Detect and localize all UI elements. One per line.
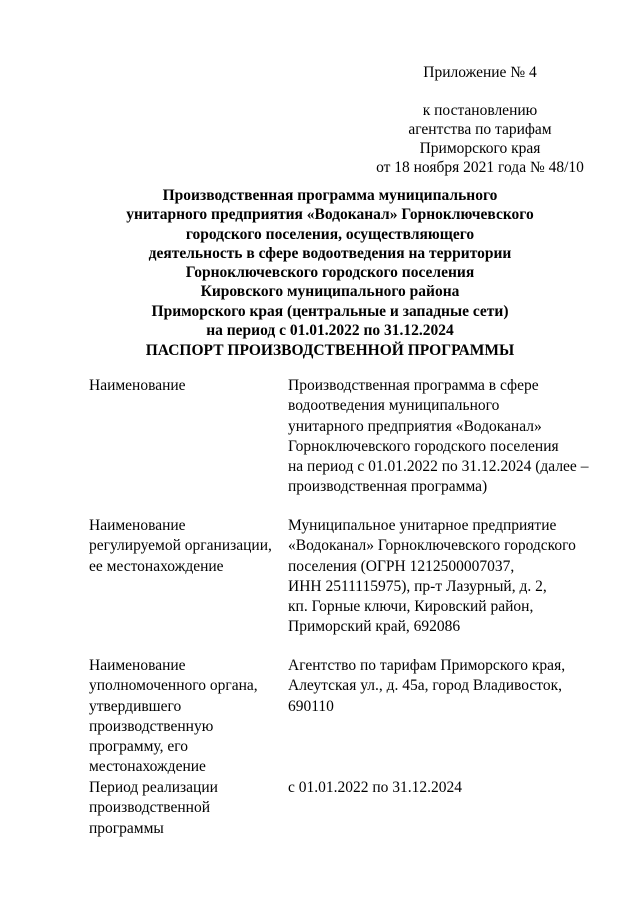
- value-line: кп. Горные ключи, Кировский район,: [288, 598, 534, 616]
- value-line: Приморский край, 692086: [288, 618, 461, 636]
- row-name-value: [288, 376, 588, 498]
- title-line: Производственная программа муниципального: [162, 187, 498, 204]
- title-line: деятельность в сфере водоотведения на территории: [148, 244, 512, 262]
- value-line: Горноключевского городского поселения: [288, 437, 559, 455]
- label-line: уполномоченного органа,: [89, 677, 258, 695]
- label-line: утвердившего: [89, 697, 182, 715]
- value-line: Производственная программа в сфере: [288, 377, 539, 394]
- value-line: унитарного предприятия «Водоканал»: [288, 417, 542, 435]
- row-organization-label: [89, 516, 279, 577]
- label-line: производственную: [89, 717, 214, 735]
- row-authority-label: [89, 656, 279, 778]
- title-line: городского поселения, осуществляющего: [185, 225, 475, 243]
- label-line: программы: [89, 819, 164, 837]
- value-line: производственная программа): [288, 478, 488, 496]
- appendix-line: к постановлению: [422, 102, 538, 119]
- row-organization-value: [288, 516, 588, 638]
- title-line: на период с 01.01.2022 по 31.12.2024: [206, 322, 454, 340]
- row-period-label: [89, 778, 279, 839]
- row-period-value: [288, 778, 588, 798]
- row-authority-value: [288, 656, 588, 717]
- value-line: водоотведения муниципального: [288, 397, 500, 415]
- title-line: унитарного предприятия «Водоканал» Горноключевского: [126, 206, 534, 224]
- appendix-line: от 18 ноября 2021 года № 48/10: [376, 159, 584, 176]
- value-line: ИНН 2511115975), пр-т Лазурный, д. 2,: [288, 577, 547, 595]
- value-line: с 01.01.2022 по 31.12.2024: [288, 779, 463, 796]
- label-line: регулируемой организации,: [89, 537, 272, 555]
- value-line: Агентство по тарифам Приморского края,: [288, 657, 566, 674]
- title-line: Горноключевского городского поселения: [185, 264, 475, 282]
- label-line: программу, его: [89, 738, 188, 756]
- appendix-line: Приморского края: [419, 140, 541, 157]
- label-line: местонахождение: [89, 758, 206, 776]
- value-line: Муниципальное унитарное предприятие: [288, 517, 557, 534]
- document-title: [100, 186, 560, 340]
- label-line: ее местонахождение: [89, 557, 224, 575]
- label-line: Наименование: [89, 517, 186, 534]
- appendix-reference: [360, 101, 600, 177]
- label-line: Период реализации: [89, 779, 218, 796]
- title-line: Приморского края (центральные и западные сети): [151, 302, 509, 320]
- value-line: Алеутская ул., д. 45а, город Владивосток,: [288, 677, 563, 695]
- label-line: Наименование: [89, 377, 186, 394]
- title-line: Кировского муниципального района: [200, 283, 460, 301]
- value-line: «Водоканал» Горноключевского городского: [288, 537, 576, 555]
- appendix-line: агентства по тарифам: [408, 121, 552, 138]
- value-line: на период с 01.01.2022 по 31.12.2024 (далее –: [288, 458, 589, 476]
- row-name-label: [89, 376, 279, 396]
- value-line: поселения (ОГРН 1212500007037,: [288, 557, 515, 575]
- passport-heading: ПАСПОРТ ПРОИЗВОДСТВЕННОЙ ПРОГРАММЫ: [145, 342, 515, 359]
- label-line: Наименование: [89, 657, 186, 674]
- value-line: 690110: [288, 697, 334, 715]
- label-line: производственной: [89, 799, 211, 817]
- appendix-number: Приложение № 4: [423, 64, 537, 81]
